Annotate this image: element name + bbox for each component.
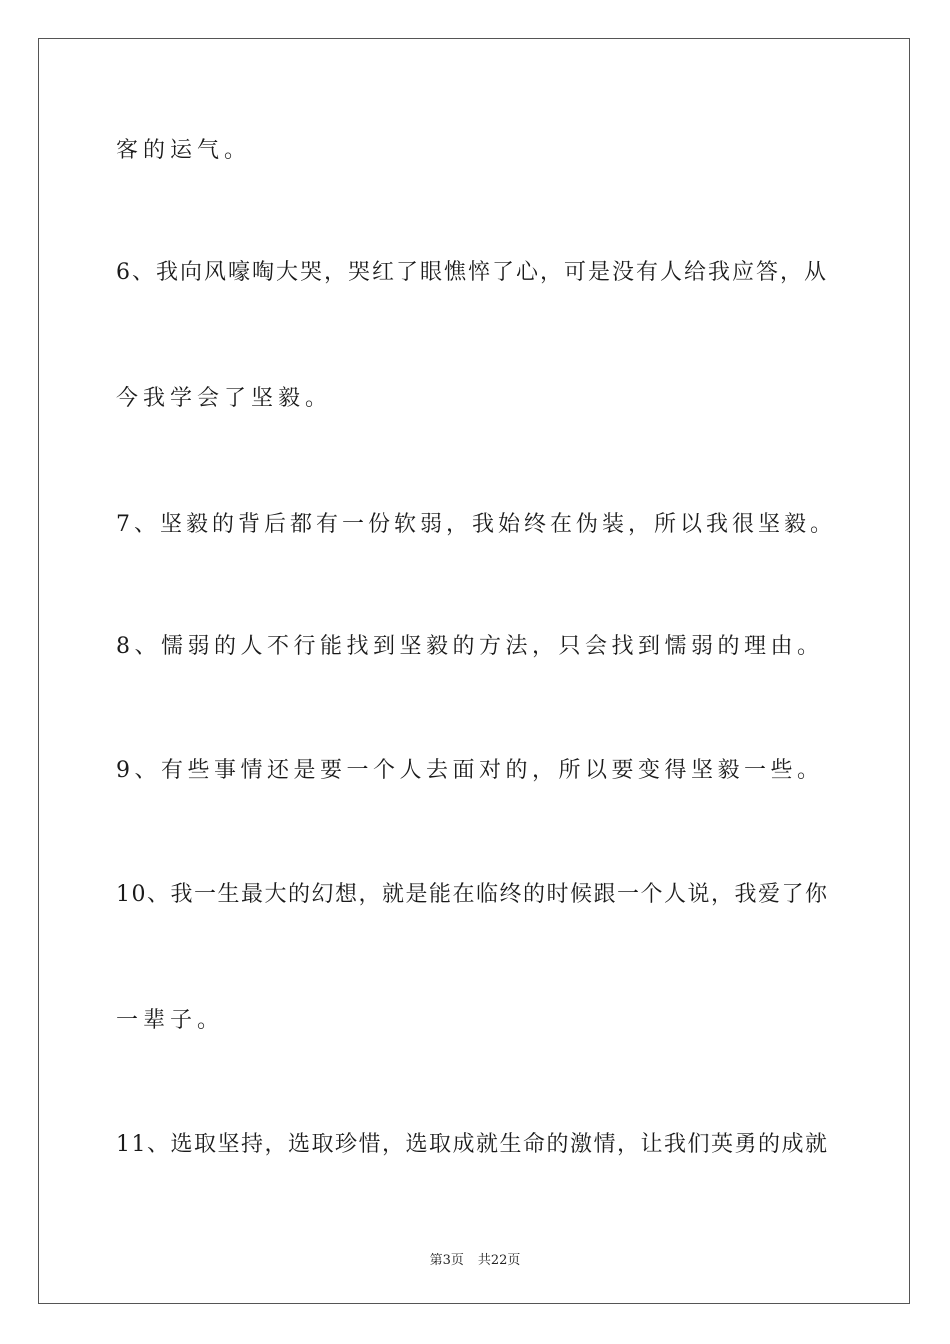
text-line-8: 一辈子。 (116, 1008, 225, 1033)
text-line-6: 9、有些事情还是要一个人去面对的，所以要变得坚毅一些。 (116, 758, 824, 783)
page-number: 第3页 (429, 1253, 464, 1268)
page-total: 共22页 (477, 1253, 521, 1268)
text-line-5: 8、懦弱的人不行能找到坚毅的方法，只会找到懦弱的理由。 (116, 634, 824, 659)
page-border (38, 38, 910, 1304)
page-footer (0, 1249, 950, 1268)
text-line-7: 10、我一生最大的幻想，就是能在临终的时候跟一个人说，我爱了你 (116, 882, 829, 907)
text-line-2: 6、我向风嚎啕大哭，哭红了眼憔悴了心，可是没有人给我应答，从 (116, 260, 828, 285)
text-line-9: 11、选取坚持，选取珍惜，选取成就生命的激情，让我们英勇的成就 (116, 1132, 829, 1157)
text-line-4: 7、坚毅的背后都有一份软弱，我始终在伪装，所以我很坚毅。 (116, 512, 836, 537)
text-line-1: 客的运气。 (116, 138, 252, 163)
text-line-3: 今我学会了坚毅。 (116, 386, 333, 411)
